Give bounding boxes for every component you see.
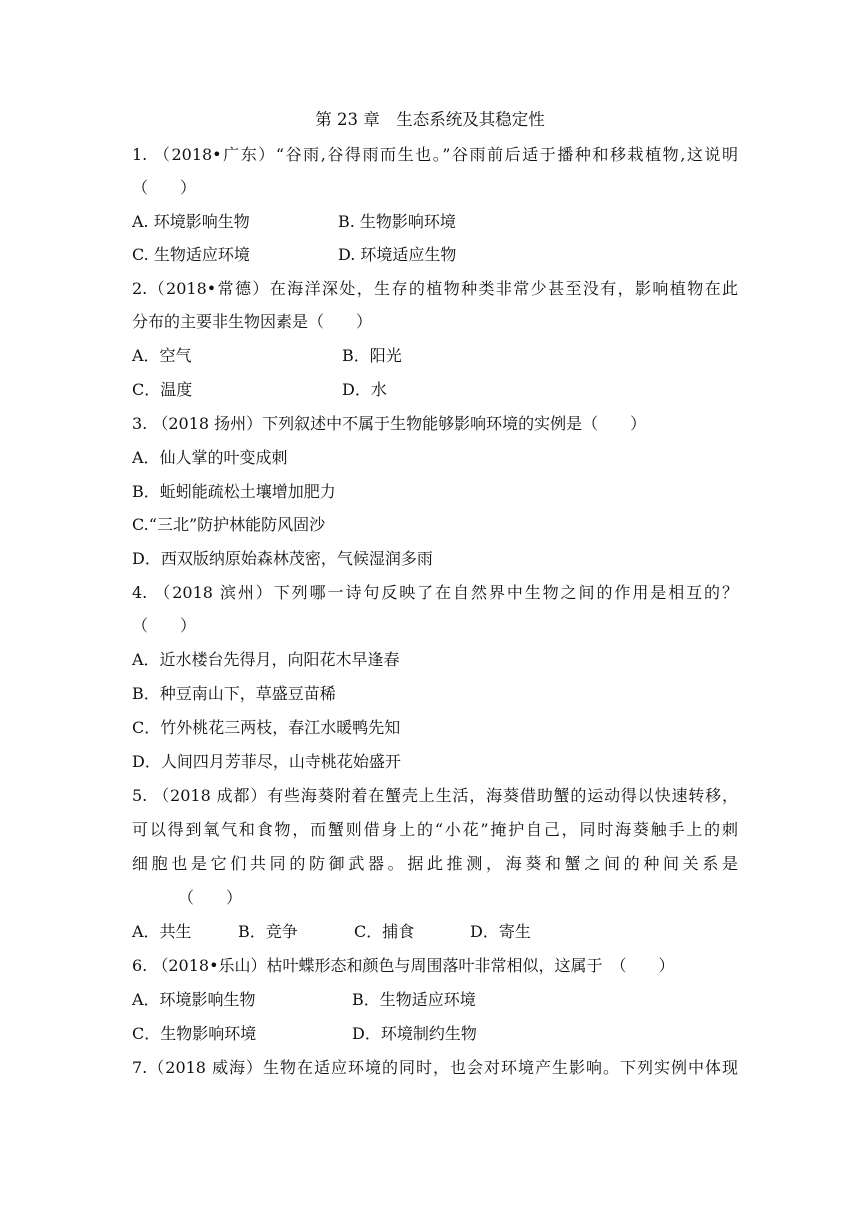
q2-stem-line-2: 分布的主要非生物因素是（ ） <box>132 312 373 331</box>
q4-option-a: A．近水楼台先得月，向阳花木早逢春 <box>132 650 400 669</box>
q5-option-d: D．寄生 <box>470 922 531 941</box>
q5-option-b: B．竞争 <box>238 922 298 941</box>
q6-option-a: A．环境影响生物 <box>132 990 256 1009</box>
q4-option-c: C．竹外桃花三两枝，春江水暖鸭先知 <box>132 718 401 737</box>
q2-option-d: D．水 <box>342 380 387 399</box>
q2-stem-line-1: 2.（2018•常德）在海洋深处，生存的植物种类非常少甚至没有，影响植物在此 <box>132 279 738 298</box>
q3-option-a: A．仙人掌的叶变成刺 <box>132 448 288 467</box>
q6-option-c: C．生物影响环境 <box>132 1024 257 1043</box>
q3-option-d: D．西双版纳原始森林茂密，气候湿润多雨 <box>132 549 433 568</box>
q3-option-c: C.“三北”防护林能防风固沙 <box>132 515 326 534</box>
q4-answer-paren: （ ） <box>132 616 197 635</box>
q1-option-c: C. 生物适应环境 <box>132 245 250 264</box>
q5-stem-line-2: 可以得到氧气和食物，而蟹则借身上的“小花”掩护自己，同时海葵触手上的刺 <box>132 820 738 839</box>
q5-option-a: A．共生 <box>132 922 192 941</box>
q2-option-c: C．温度 <box>132 380 193 399</box>
q6-option-b: B．生物适应环境 <box>352 990 476 1009</box>
q7-stem-line-1: 7.（2018 威海）生物在适应环境的同时，也会对环境产生影响。下列实例中体现 <box>132 1058 738 1077</box>
q2-option-a: A．空气 <box>132 346 192 365</box>
q4-stem: 4. （2018 滨州）下列哪一诗句反映了在自然界中生物之间的作用是相互的？ <box>132 583 738 602</box>
q5-stem-line-3: 细胞也是它们共同的防御武器。据此推测，海葵和蟹之间的种间关系是 <box>132 854 738 873</box>
q5-stem-line-1: 5. （2018 成都）有些海葵附着在蟹壳上生活，海葵借助蟹的运动得以快速转移， <box>132 786 738 805</box>
q1-answer-paren: （ ） <box>132 178 197 197</box>
q2-option-b: B．阳光 <box>342 346 402 365</box>
q4-option-d: D．人间四月芳菲尽，山寺桃花始盛开 <box>132 752 401 771</box>
q5-answer-paren: （ ） <box>178 888 243 907</box>
q3-stem: 3. （2018 扬州）下列叙述中不属于生物能够影响环境的实例是（ ） <box>132 414 647 433</box>
q3-option-b: B．蚯蚓能疏松土壤增加肥力 <box>132 482 336 501</box>
chapter-title: 第 23 章 生态系统及其稳定性 <box>315 110 545 129</box>
q4-option-b: B．种豆南山下，草盛豆苗稀 <box>132 684 336 703</box>
q1-option-b: B. 生物影响环境 <box>338 212 456 231</box>
q6-stem: 6. （2018•乐山）枯叶蝶形态和颜色与周围落叶非常相似，这属于 （ ） <box>132 956 675 975</box>
q1-option-d: D. 环境适应生物 <box>338 245 457 264</box>
q1-stem: 1. （2018•广东）“谷雨,谷得雨而生也。”谷雨前后适于播种和移栽植物,这说明 <box>132 145 738 164</box>
q5-option-c: C．捕食 <box>354 922 415 941</box>
q6-option-d: D．环境制约生物 <box>352 1024 477 1043</box>
q1-option-a: A. 环境影响生物 <box>132 212 250 231</box>
